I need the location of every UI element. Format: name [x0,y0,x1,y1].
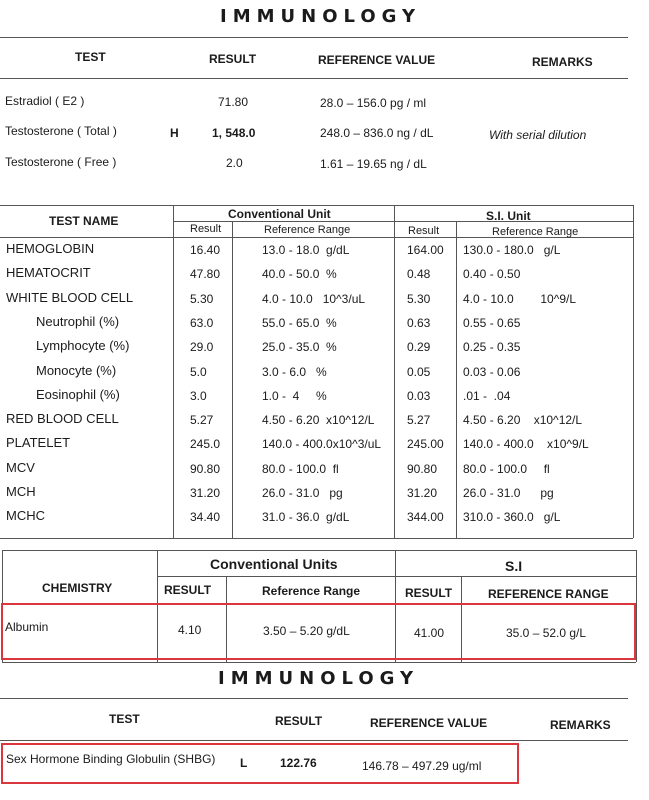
col-header-reference: REFERENCE VALUE [370,716,488,730]
hema-row-name: RED BLOOD CELL [6,411,119,427]
hema-row-result-si: 0.05 [407,364,431,379]
hema-row-reference-si: 0.25 - 0.35 [463,340,521,355]
table-row-result: 1, 548.0 [212,126,256,140]
col-header-test-name: TEST NAME [49,214,119,228]
hema-row-name: MCH [6,484,36,499]
hema-row-result-si: 164.00 [407,243,444,257]
table-row-result: 71.80 [218,95,249,109]
col-header-reference-range: Reference Range [262,584,361,598]
hema-row-result-si: 0.63 [407,315,431,330]
hema-row-reference-si: 0.03 - 0.06 [463,364,521,379]
hema-row-result: 16.40 [190,243,221,257]
hema-row-result-si: 5.27 [407,413,431,428]
hema-row-result-si: 5.30 [407,291,431,306]
hema-row-result: 90.80 [190,461,221,476]
hema-row-name: MCHC [6,508,45,524]
table-row-reference: 28.0 – 156.0 pg / ml [320,96,427,110]
table-row-test: Testosterone ( Free ) [5,155,117,169]
col-header-test: TEST [109,712,140,726]
hema-row-result: 245.0 [190,437,221,452]
immunology-title: IMMUNOLOGY [218,668,420,689]
hema-row-reference-si: 0.55 - 0.65 [463,315,521,330]
hema-row-result-si: 0.03 [407,388,431,403]
flag-high: H [170,126,179,140]
table-row-reference: 248.0 – 836.0 ng / dL [320,126,434,140]
table-row-result: 4.10 [178,623,202,637]
col-header-si: S.I [505,558,523,574]
table-row-result: 122.76 [280,756,317,770]
hema-row-reference: 3.0 - 6.0 % [262,364,327,379]
hema-row-result: 63.0 [190,315,214,330]
col-header-result: Result [190,223,222,235]
hema-row-reference-si: 130.0 - 180.0 g/L [463,243,561,257]
hema-row-result-si: 0.48 [407,267,431,282]
table-row-reference-si: 35.0 – 52.0 g/L [506,626,587,640]
table-row-test: Testosterone ( Total ) [5,124,117,138]
hema-row-name: HEMOGLOBIN [6,241,95,256]
hema-row-reference: 4.0 - 10.0 10^3/uL [262,291,366,306]
col-header-conventional-unit: Conventional Unit [228,207,331,221]
flag-low: L [240,756,248,770]
hema-row-reference: 25.0 - 35.0 % [262,340,337,355]
table-row-result-si: 41.00 [414,626,445,640]
hema-row-reference: 4.50 - 6.20 x10^12/L [262,413,375,428]
col-header-remarks: REMARKS [532,55,593,69]
table-row-reference: 1.61 – 19.65 ng / dL [320,157,427,171]
hema-row-result: 5.30 [190,291,214,306]
hema-row-name: WHITE BLOOD CELL [6,289,134,305]
col-header-chemistry: CHEMISTRY [42,581,113,595]
hema-row-name: Monocyte (%) [36,362,117,378]
col-header-test: TEST [75,50,106,64]
table-row-reference: 3.50 – 5.20 g/dL [263,624,350,638]
col-header-result: RESULT [275,714,323,728]
col-header-remarks: REMARKS [550,718,611,732]
col-header-reference-range: Reference Range [264,224,351,236]
table-row-test: Sex Hormone Binding Globulin (SHBG) [6,752,216,766]
hema-row-reference-si: 140.0 - 400.0 x10^9/L [463,437,589,452]
col-header-conventional-units: Conventional Units [210,556,338,572]
hema-row-reference: 140.0 - 400.0x10^3/uL [262,437,382,452]
hema-row-result: 5.27 [190,413,214,428]
hema-row-reference-si: 310.0 - 360.0 g/L [463,510,561,525]
hema-row-result-si: 245.00 [407,437,444,452]
hema-row-name: MCV [6,459,35,475]
table-row-result: 2.0 [226,156,243,170]
hema-row-reference-si: .01 - .04 [463,388,511,403]
hema-row-name: Lymphocyte (%) [36,338,130,354]
hema-row-reference: 40.0 - 50.0 % [262,267,337,282]
hema-row-reference: 55.0 - 65.0 % [262,315,337,330]
hema-row-name: Eosinophil (%) [36,386,120,402]
hema-row-reference: 80.0 - 100.0 fl [262,461,339,476]
hema-row-result: 3.0 [190,388,207,403]
hema-row-reference-si: 4.50 - 6.20 x10^12/L [463,413,583,428]
col-header-reference-range-si: REFERENCE RANGE [488,587,609,601]
hema-row-result: 34.40 [190,510,221,525]
table-row-test: Estradiol ( E2 ) [5,94,85,108]
hema-row-result-si: 31.20 [407,486,438,500]
hema-row-reference-si: 0.40 - 0.50 [463,267,521,282]
col-header-reference: REFERENCE VALUE [318,53,436,67]
hema-row-reference: 13.0 - 18.0 g/dL [262,243,350,257]
hema-row-result: 47.80 [190,267,221,282]
hema-row-name: PLATELET [6,435,71,451]
hema-row-result-si: 0.29 [407,340,431,355]
col-header-result-si: RESULT [405,586,453,600]
col-header-result-si: Result [408,225,440,237]
hema-row-reference: 26.0 - 31.0 pg [262,486,343,500]
hema-row-result: 29.0 [190,340,214,355]
hema-row-result-si: 344.00 [407,510,444,525]
col-header-result: RESULT [209,52,257,66]
col-header-si-unit: S.I. Unit [486,209,531,223]
col-header-result: RESULT [164,583,212,597]
hema-row-reference: 1.0 - 4 % [262,388,327,403]
immunology-title: IMMUNOLOGY [220,6,422,27]
table-row-remarks: With serial dilution [489,128,587,142]
hema-row-result-si: 90.80 [407,461,438,476]
hema-row-reference-si: 4.0 - 10.0 10^9/L [463,291,577,306]
col-header-reference-range-si: Reference Range [492,226,579,238]
table-row-reference: 146.78 – 497.29 ug/ml [362,759,482,773]
hema-row-reference: 31.0 - 36.0 g/dL [262,510,350,525]
hema-row-name: HEMATOCRIT [6,265,91,281]
hema-row-reference-si: 80.0 - 100.0 fl [463,461,550,476]
hema-row-reference-si: 26.0 - 31.0 pg [463,486,554,500]
hema-row-name: Neutrophil (%) [36,313,120,329]
hema-row-result: 5.0 [190,364,207,379]
hema-row-result: 31.20 [190,486,221,500]
table-row-name: Albumin [5,620,49,634]
